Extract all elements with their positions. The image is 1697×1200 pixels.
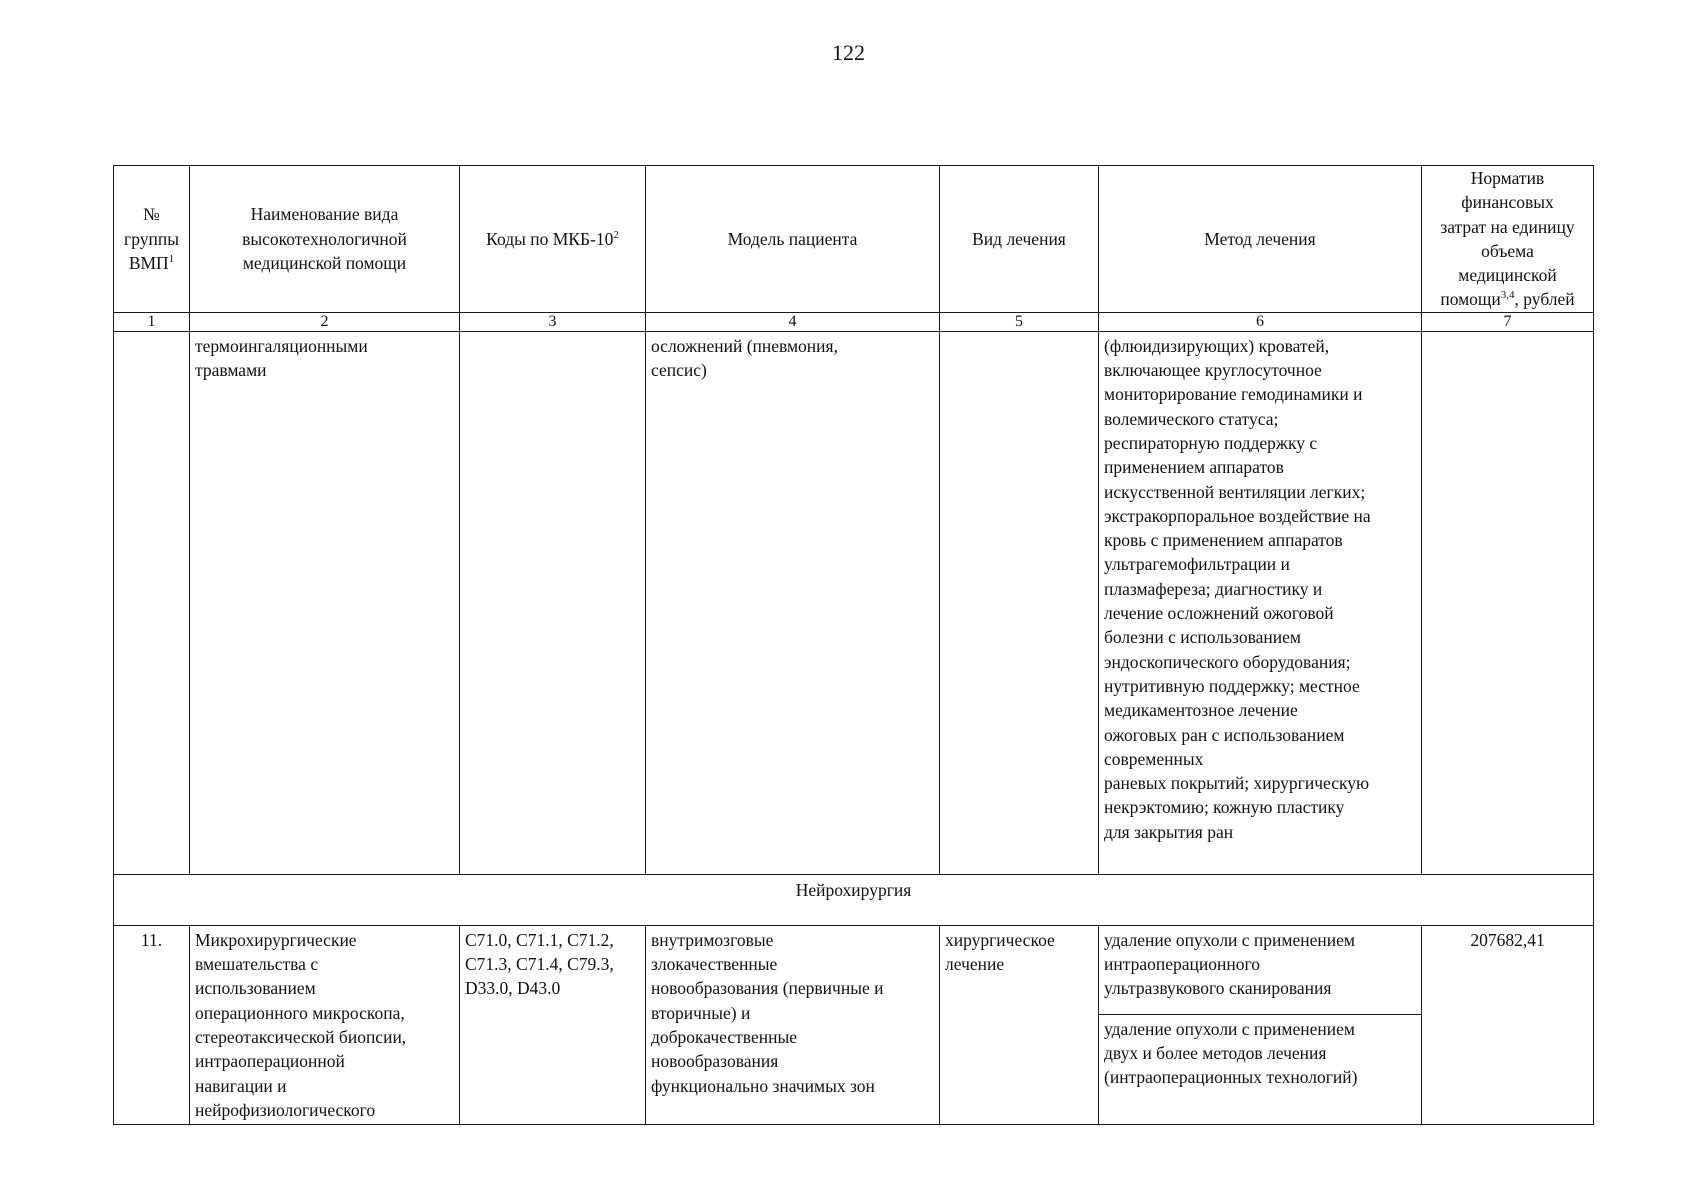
cell-treatment-type: хирургическое лечение xyxy=(940,925,1099,1124)
column-number: 4 xyxy=(646,312,940,331)
cell-empty xyxy=(1422,331,1594,874)
column-number: 1 xyxy=(114,312,190,331)
page-number: 122 xyxy=(832,40,865,65)
cell-patient-model: осложнений (пневмония, сепсис) xyxy=(646,331,940,874)
cell-icd-codes: C71.0, C71.1, C71.2, C71.3, C71.4, C79.3, D33.0, D43.0 xyxy=(460,925,646,1124)
cell-care-type-name: термоингаляционными травмами xyxy=(190,331,460,874)
table-row xyxy=(114,331,1594,874)
cell-care-type-name: Микрохирургические вмешательства с использованием операционного микроскопа, стереотаксической биопсии, интраоперационной навигации и нейрофизиологического xyxy=(190,925,460,1124)
cell-empty xyxy=(114,331,190,874)
column-number: 3 xyxy=(460,312,646,331)
cell-patient-model: внутримозговые злокачественные новообразования (первичные и вторичные) и доброкачественные новообразования функционально значимых зон xyxy=(646,925,940,1124)
header-patient-model: Модель пациента xyxy=(646,166,940,313)
header-cost-standard: Норматив финансовых затрат на единицу объема медицинской помощи$^{3,4}$, рублей xyxy=(1422,166,1594,313)
cell-treatment-method xyxy=(1099,925,1422,1124)
header-icd-codes: Коды по МКБ-$10^2$ xyxy=(460,166,646,313)
column-number: 6 xyxy=(1099,312,1422,331)
cell-treatment-method: (флюидизирующих) кроватей, включающее круглосуточное мониторирование гемодинамики и волемического статуса; респираторную поддержку с применением аппаратов искусственной вентиляции легких; экстракорпоральное воздействие на кровь с применением аппаратов ультрагемофильтрации и плазмафереза; диагностику и лечение осложнений ожоговой болезни с использованием эндоскопического оборудования; нутритивную поддержку; местное медикаментозное лечение ожоговых ран с использованием современных раневых покрытий; хирургическую некрэктомию; кожную пластику для закрытия ран xyxy=(1099,331,1422,874)
cell-empty xyxy=(460,331,646,874)
table-header-row xyxy=(114,166,1594,313)
header-care-type-name: Наименование вида высокотехнологичной медицинской помощи xyxy=(190,166,460,313)
vmp-table xyxy=(113,165,1594,1125)
column-number: 2 xyxy=(190,312,460,331)
header-group-number: № группы ВМП$^1$ xyxy=(114,166,190,313)
section-title: Нейрохирургия xyxy=(114,874,1594,925)
treatment-method-1: удаление опухоли с применением интраоперационного ультразвукового сканирования xyxy=(1099,928,1421,1015)
cell-empty xyxy=(940,331,1099,874)
column-number: 5 xyxy=(940,312,1099,331)
cell-group-number: 11. xyxy=(114,925,190,1124)
treatment-method-2: удаление опухоли с применением двух и более методов лечения (интраоперационных технологий) xyxy=(1104,1018,1358,1088)
cell-cost: 207682,41 xyxy=(1422,925,1594,1124)
column-number: 7 xyxy=(1422,312,1594,331)
section-row xyxy=(114,874,1594,925)
header-treatment-type: Вид лечения xyxy=(940,166,1099,313)
column-number-row xyxy=(114,312,1594,331)
header-treatment-method: Метод лечения xyxy=(1099,166,1422,313)
table-row xyxy=(114,925,1594,1124)
